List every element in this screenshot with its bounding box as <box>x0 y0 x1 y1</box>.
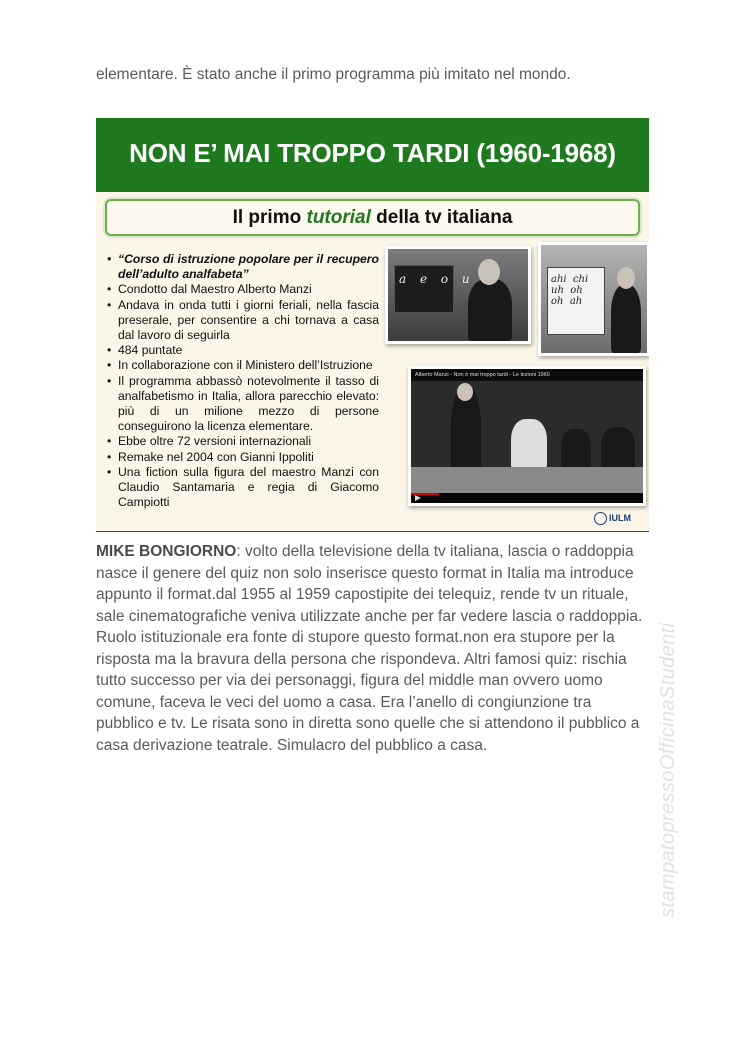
bullet-item: • “Corso di istruzione popolare per il recupero dell’adulto analfabeta” <box>107 252 379 282</box>
bullet-item: • Ebbe oltre 72 versioni internazionali <box>107 434 379 449</box>
bullet-item: • 484 puntate <box>107 343 379 358</box>
student-figure <box>511 419 547 469</box>
desk <box>411 467 643 493</box>
photo-easel <box>538 242 649 356</box>
slide-header <box>96 118 649 192</box>
seal-icon <box>594 512 607 525</box>
teacher-figure <box>468 279 512 341</box>
subtitle-box <box>105 199 640 236</box>
university-logo <box>594 512 631 525</box>
slide-subtitle <box>107 207 638 229</box>
subtitle-emphasis: tutorial <box>306 207 371 228</box>
standing-face <box>457 383 473 401</box>
bullet-list <box>107 252 379 510</box>
bullet-item: • In collaborazione con il Ministero dell’Istruzione <box>107 358 379 373</box>
intro-paragraph: elementare. È stato anche il primo programma più imitato nel mondo. <box>96 66 571 83</box>
slide-title: NON E’ MAI TROPPO TARDI (1960-1968) <box>129 138 616 168</box>
video-title: Alberto Manzi - Non è mai troppo tardi - Le lezioni 1960 <box>411 369 646 381</box>
photo-blackboard <box>385 246 531 344</box>
easel-text: ahi chi uh oh oh ah <box>551 274 589 307</box>
teacher-figure <box>611 285 641 353</box>
watermark-text: stampatopressoOfficinaStudenti <box>657 622 679 918</box>
slide-image <box>96 118 649 532</box>
blackboard <box>394 265 475 313</box>
easel-board <box>547 267 605 335</box>
teacher-face <box>617 267 635 289</box>
body-text: : volto della televisione della tv italiana, lascia o raddoppia nasce il genere del quiz non solo inserisce questo format in Italia ma introduce appunto il format.dal 1955 al 1959 capostipite dei telequiz, rende tv un rituale, sale cinematografiche veniva utilizzate anche per far vedere lascia o raddoppia. Ruolo istituzionale era fonte di stupore questo format.non era stupore per la risposta ma la bravura della persona che rispondeva. Altri famosi quiz: rischia tutto successo per via dei personaggi, figura del middle man ovvero uomo comune, faceva le veci del uomo a casa. Era l’anello di congiunzione tra pubblico e tv. Le risata sono in diretta sono quelle che si attendono il pubblico a casa derivazione teatrale. Simulacro del pubblico a casa. <box>96 543 643 754</box>
bullet-item: • Andava in onda tutti i giorni feriali, nella fascia preserale, per consentire a chi tornava a casa dal lavoro di seguirla <box>107 298 379 344</box>
video-player[interactable] <box>408 366 646 506</box>
play-icon[interactable] <box>415 495 421 501</box>
teacher-face <box>478 259 500 285</box>
body-lead: MIKE BONGIORNO <box>96 543 237 560</box>
bullet-item: • Remake nel 2004 con Gianni Ippoliti <box>107 450 379 465</box>
video-controls[interactable] <box>411 493 643 503</box>
body-paragraph <box>96 541 648 756</box>
bullet-item: • Condotto dal Maestro Alberto Manzi <box>107 282 379 297</box>
bullet-item: • Una fiction sulla figura del maestro Manzi con Claudio Santamaria e regia di Giacomo Campiotti <box>107 465 379 511</box>
subtitle-post: della tv italiana <box>370 207 513 228</box>
blackboard-text: a e o u <box>399 272 475 286</box>
logo-text: IULM <box>609 512 631 523</box>
subtitle-pre: Il primo <box>232 207 307 228</box>
bullet-item: • Il programma abbassò notevolmente il tasso di analfabetismo in Italia, allora parecchio elevato: più di un milione mezzo di persone conseguirono la licenza elementare. <box>107 374 379 435</box>
watermark <box>635 528 679 918</box>
